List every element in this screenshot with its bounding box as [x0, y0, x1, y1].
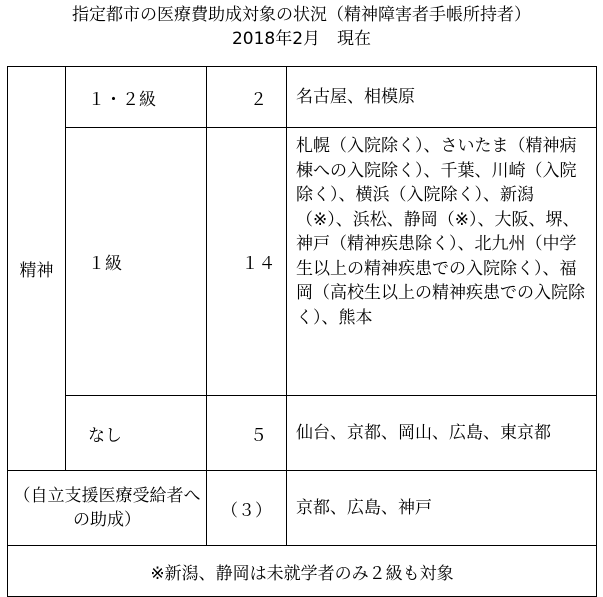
- table-row: [8, 396, 597, 471]
- table-row: [8, 471, 597, 546]
- support-label-cell: [8, 471, 207, 546]
- count-cell: ５: [207, 396, 287, 471]
- category-cell: 精神: [8, 67, 66, 471]
- note-row: [8, 546, 597, 597]
- support-cities-cell: 京都、広島、神戸: [287, 471, 597, 546]
- grade-cell: なし: [66, 396, 207, 471]
- table-row: [8, 67, 597, 128]
- cities-cell: 札幌（入院除く）、さいたま（精神病棟への入院除く）、千葉、川崎（入院除く）、横浜（入院除く）、新潟（※）、浜松、静岡（※）、大阪、堺、神戸（精神疾患除く）、北九州（中学生以上の精神疾患での入院除く）、福岡（高校生以上の精神疾患での入院除く）、熊本: [287, 128, 597, 396]
- page-title: 指定都市の医療費助成対象の状況（精神障害者手帳所持者）: [72, 5, 531, 25]
- support-label: （自立支援医療受給者への助成）: [13, 486, 201, 530]
- count-cell: ２: [207, 67, 287, 128]
- footnote: ※新潟、静岡は未就学者のみ２級も対象: [8, 546, 597, 597]
- count-cell: １４: [207, 128, 287, 396]
- grade-cell: １・２級: [66, 67, 207, 128]
- grade-cell: １級: [66, 128, 207, 396]
- page-subtitle-date: 2018年2月 現在: [231, 29, 372, 49]
- cities-cell: 名古屋、相模原: [287, 67, 597, 128]
- cities-cell: 仙台、京都、岡山、広島、東京都: [287, 396, 597, 471]
- support-count-cell: （３）: [207, 471, 287, 546]
- table-row: [8, 128, 597, 396]
- subsidy-table: [7, 66, 597, 597]
